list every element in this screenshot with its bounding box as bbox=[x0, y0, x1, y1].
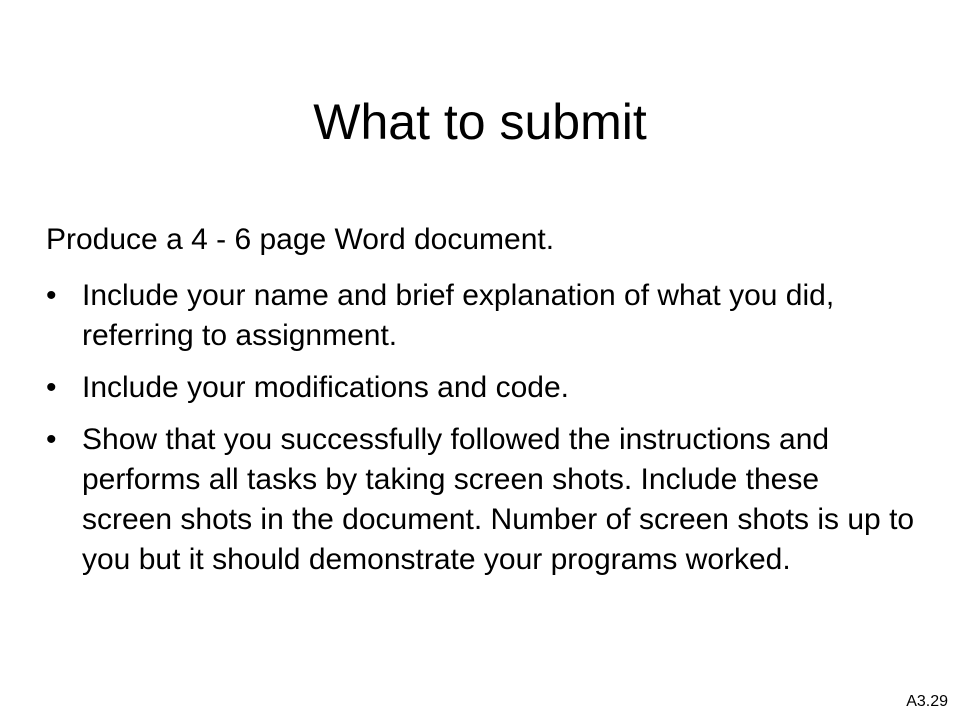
bullet-item bbox=[46, 276, 916, 356]
bullet-dot-icon: • bbox=[46, 423, 57, 456]
bullet-text: Include your modifications and code. bbox=[82, 371, 569, 404]
bullet-text: Include your name and brief explanation of what you did, referring to assignment. bbox=[82, 279, 835, 352]
bullet-list bbox=[46, 276, 916, 592]
bullet-dot-icon: • bbox=[46, 371, 57, 404]
bullet-text: Show that you successfully followed the instructions and performs all tasks by taking screen shots. Include these screen shots in the document. Number of screen shots is up to you but it should demonstrate your programs worked. bbox=[82, 423, 915, 576]
bullet-item bbox=[46, 420, 916, 580]
slide-title: What to submit bbox=[313, 94, 647, 150]
bullet-item bbox=[46, 368, 916, 408]
bullet-dot-icon: • bbox=[46, 279, 57, 312]
slide-number: A3.29 bbox=[906, 693, 948, 710]
intro-text: Produce a 4 - 6 page Word document. bbox=[46, 223, 555, 256]
